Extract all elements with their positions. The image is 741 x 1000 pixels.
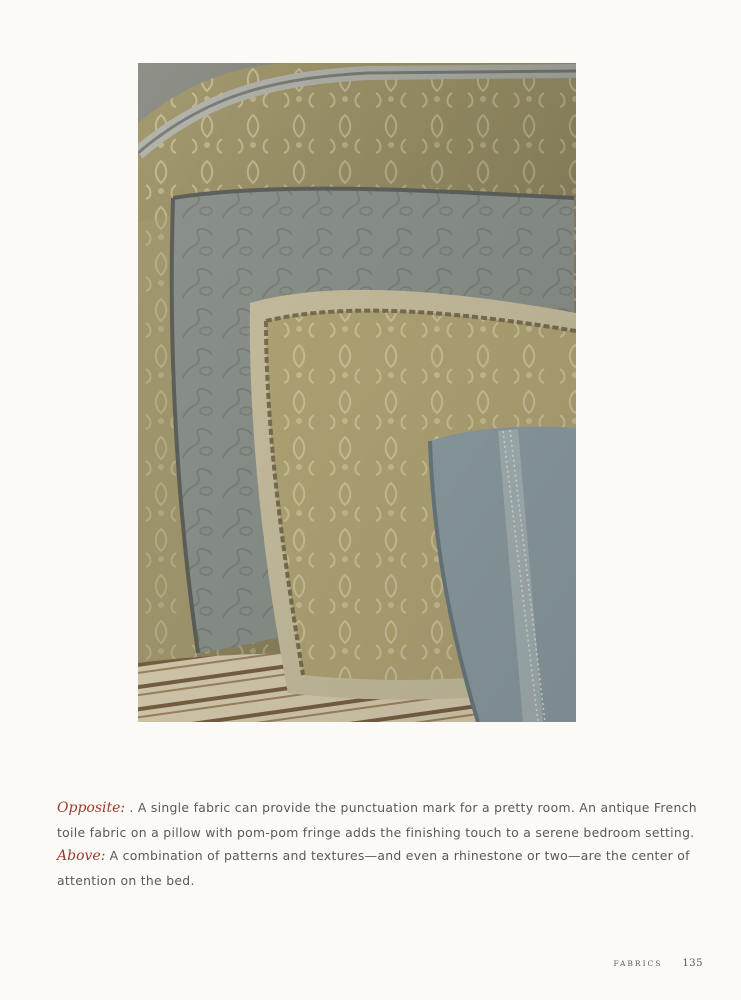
caption-text-above: A combination of patterns and textures—and even a rhinestone or two—are the center of attention on the bed. [57,848,690,888]
page-number: 135 [682,958,703,969]
caption-label-above: Above: [57,848,106,864]
caption-label-opposite: Opposite: [57,800,126,816]
caption-text-opposite: . A single fabric can provide the punctuation mark for a pretty room. An antique French toile fabric on a pillow with pom-pom fringe adds the finishing touch to a serene bedroom setting. [57,800,697,840]
page-footer [613,958,703,969]
running-section-title: FABRICS [613,959,663,968]
bedroom-pillows-photo [138,63,576,722]
pillows-illustration [138,63,576,722]
photo-caption [57,796,697,892]
